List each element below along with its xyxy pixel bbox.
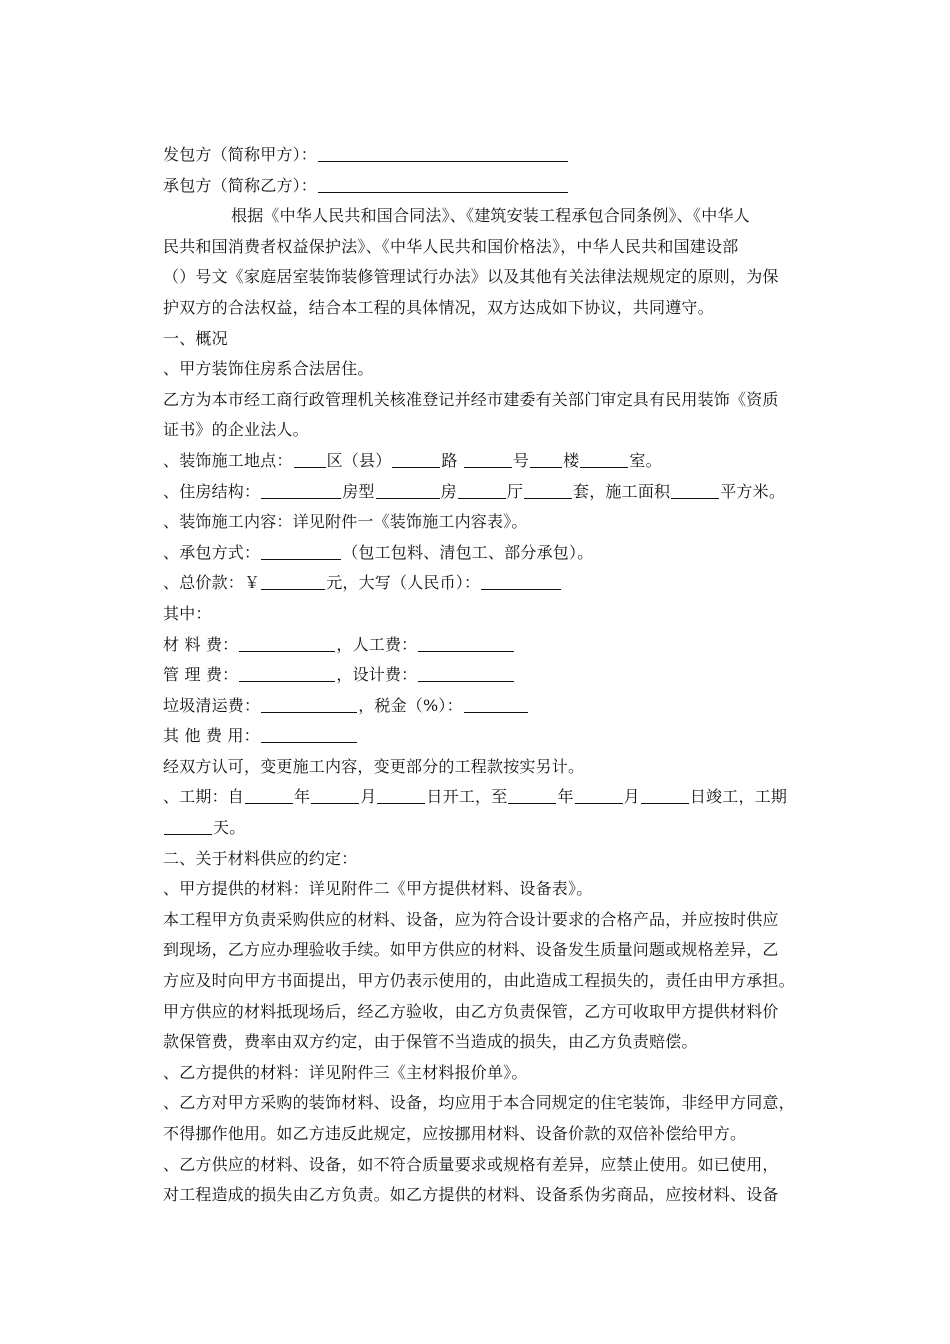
text-line [163, 477, 813, 508]
text-segment: 区（县） [326, 450, 392, 470]
fill-in-blank[interactable] [464, 695, 528, 713]
text-segment: 款保管费，费率由双方约定，由于保管不当造成的损失，由乙方负责赔偿。 [163, 1032, 698, 1052]
text-segment: 一、概况 [163, 328, 228, 348]
text-segment: 、总价款：￥ [163, 573, 261, 593]
text-segment: 楼 [563, 450, 580, 470]
text-segment: 本工程甲方负责采购供应的材料、设备，应为符合设计要求的合格产品，并应按时供应 [163, 909, 779, 929]
text-segment: 日竣工，工期 [689, 787, 788, 807]
text-segment: 平方米。 [720, 481, 786, 501]
fill-in-blank[interactable] [418, 634, 514, 652]
fill-in-blank[interactable] [239, 634, 335, 652]
text-line [163, 140, 813, 171]
text-line [163, 935, 813, 966]
text-segment: 房 [440, 481, 457, 501]
text-segment: 证书》的企业法人。 [163, 420, 309, 440]
text-line [163, 262, 813, 293]
text-segment: 对工程造成的损失由乙方负责。如乙方提供的材料、设备系伪劣商品，应按材料、设备 [163, 1185, 779, 1205]
text-segment: 、承包方式： [163, 542, 261, 562]
text-segment: 元，大写（人民币）： [326, 573, 481, 593]
fill-in-blank[interactable] [261, 695, 357, 713]
text-line [163, 324, 813, 355]
fill-in-blank[interactable] [641, 786, 689, 804]
text-segment: 民共和国消费者权益保护法》、《中华人民共和国价格法》，中华人民共和国建设部 [163, 236, 739, 256]
text-line [163, 1180, 813, 1211]
fill-in-blank[interactable] [524, 481, 572, 499]
text-segment: 月 [623, 787, 640, 807]
text-line [163, 752, 813, 783]
text-segment: 厅 [506, 481, 524, 501]
text-segment: 经双方认可，变更施工内容，变更部分的工程款按实另计。 [163, 756, 585, 776]
text-line [163, 1058, 813, 1089]
fill-in-blank[interactable] [376, 481, 440, 499]
text-line [163, 201, 813, 232]
fill-in-blank[interactable] [261, 572, 325, 590]
text-line [163, 171, 813, 202]
fill-in-blank[interactable] [418, 664, 514, 682]
text-segment: 、乙方供应的材料、设备，如不符合质量要求或规格有差异，应禁止使用。如已使用， [163, 1154, 779, 1174]
fill-in-blank[interactable] [575, 786, 623, 804]
text-segment: 根据《中华人民共和国合同法》、《建筑安装工程承包合同条例》、《中华人 [231, 206, 750, 226]
text-segment: 护双方的合法权益，结合本工程的具体情况，双方达成如下协议，共同遵守。 [163, 297, 714, 317]
text-line [163, 630, 813, 661]
text-line [163, 446, 813, 477]
fill-in-blank[interactable] [508, 786, 556, 804]
text-line [163, 997, 813, 1028]
text-line [163, 538, 813, 569]
text-segment: ，税金（%）： [358, 695, 463, 715]
text-line [163, 415, 813, 446]
text-segment: 甲方供应的材料抵现场后，经乙方验收，由乙方负责保管，乙方可收取甲方提供材料价 [163, 1001, 779, 1021]
text-segment: 、装饰施工内容：详见附件一《装饰施工内容表》。 [163, 512, 528, 532]
text-segment: 其中： [163, 603, 212, 623]
text-line [163, 782, 813, 813]
text-segment: 年 [294, 787, 311, 807]
text-segment: 日开工，至 [426, 787, 508, 807]
fill-in-blank[interactable] [261, 725, 357, 743]
fill-in-blank[interactable] [318, 175, 568, 193]
fill-in-blank[interactable] [671, 481, 719, 499]
text-segment: 室。 [629, 450, 662, 470]
text-segment: 、甲方提供的材料：详见附件二《甲方提供材料、设备表》。 [163, 879, 593, 899]
text-segment: 其 他 费 用： [163, 726, 260, 746]
text-segment: 乙方为本市经工商行政管理机关核准登记并经市建委有关部门审定具有民用装饰《资质 [163, 389, 779, 409]
text-segment: 、工期：自 [163, 787, 245, 807]
fill-in-blank[interactable] [239, 664, 335, 682]
fill-in-blank[interactable] [245, 786, 293, 804]
text-line [163, 844, 813, 875]
fill-in-blank[interactable] [464, 450, 512, 468]
fill-in-blank[interactable] [530, 450, 562, 468]
text-line [163, 905, 813, 936]
text-line [163, 599, 813, 630]
text-line [163, 660, 813, 691]
text-segment: 发包方（简称甲方）： [163, 145, 318, 164]
text-segment: 套，施工面积 [573, 481, 671, 501]
text-segment: （包工包料、清包工、部分承包）。 [342, 542, 594, 562]
fill-in-blank[interactable] [458, 481, 506, 499]
text-segment: 路 [441, 450, 463, 470]
text-line [163, 813, 813, 844]
text-segment: 承包方（简称乙方）： [163, 175, 318, 195]
text-segment: 年 [557, 787, 574, 807]
text-line [163, 507, 813, 538]
text-line [163, 1088, 813, 1119]
fill-in-blank[interactable] [311, 786, 359, 804]
text-segment: （）号文《家庭居室装饰装修管理试行办法》以及其他有关法律法规规定的原则，为保 [163, 267, 779, 287]
text-segment: 房型 [342, 481, 375, 501]
fill-in-blank[interactable] [164, 817, 212, 835]
text-line [163, 874, 813, 905]
text-segment: 、乙方对甲方采购的装饰材料、设备，均应用于本合同规定的住宅装饰，非经甲方同意， [163, 1093, 795, 1113]
text-line [163, 568, 813, 599]
text-segment: 材 料 费： [163, 634, 239, 654]
fill-in-blank[interactable] [318, 144, 568, 162]
text-segment: 月 [360, 787, 377, 807]
text-segment: 、甲方装饰住房系合法居住。 [163, 359, 374, 379]
text-line [163, 1150, 813, 1181]
text-segment: 号 [512, 450, 530, 470]
text-segment: 天。 [213, 818, 246, 838]
text-line [163, 966, 813, 997]
fill-in-blank[interactable] [261, 542, 341, 560]
text-line [163, 293, 813, 324]
contract-body [163, 140, 813, 1211]
fill-in-blank[interactable] [481, 572, 561, 590]
fill-in-blank[interactable] [294, 450, 326, 468]
text-line [163, 1027, 813, 1058]
text-segment: 、住房结构： [163, 481, 261, 501]
text-line [163, 385, 813, 416]
text-segment: 管 理 费： [163, 665, 239, 685]
fill-in-blank[interactable] [261, 481, 341, 499]
text-segment: 到现场，乙方应办理验收手续。如甲方供应的材料、设备发生质量问题或规格差异，乙 [163, 940, 779, 960]
text-line [163, 232, 813, 263]
text-segment: 、乙方提供的材料：详见附件三《主材料报价单》。 [163, 1062, 528, 1082]
fill-in-blank[interactable] [580, 450, 628, 468]
text-segment: 不得挪作他用。如乙方违反此规定，应按挪用材料、设备价款的双倍补偿给甲方。 [163, 1124, 747, 1143]
text-line [163, 1119, 813, 1150]
text-line [163, 691, 813, 722]
text-segment: ，人工费： [336, 634, 418, 654]
fill-in-blank[interactable] [377, 786, 425, 804]
text-line [163, 354, 813, 385]
text-segment: 垃圾清运费： [163, 695, 261, 715]
text-line [163, 721, 813, 752]
text-segment: ，设计费： [336, 665, 418, 685]
text-segment: 二、关于材料供应的约定： [163, 848, 358, 868]
fill-in-blank[interactable] [392, 450, 440, 468]
text-segment: 方应及时向甲方书面提出，甲方仍表示使用的，由此造成工程损失的，责任由甲方承担。 [163, 971, 795, 991]
text-segment: 、装饰施工地点： [163, 450, 293, 470]
